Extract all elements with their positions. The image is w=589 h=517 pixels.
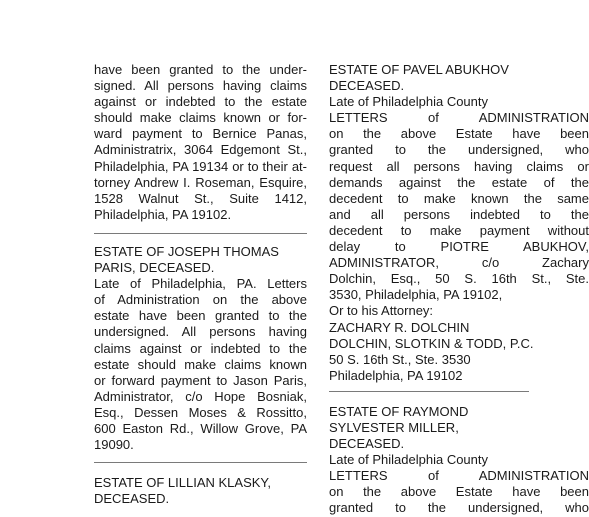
notice-body [329,452,589,516]
body-line: Late of Philadelphia County [329,452,489,468]
body-line: Dolchin, Esq., 50 S. 16th St., Ste. [329,271,589,287]
heading-line: ESTATE OF RAYMOND [329,403,469,419]
body-line: claims against or indebted to the [94,340,307,356]
divider [94,462,307,463]
body-line: LETTERS of ADMINISTRATION [329,110,589,126]
notice-body [329,94,589,384]
body-line: 50 S. 16th St., Ste. 3530 [329,351,471,367]
body-line: have been granted to the under- [94,62,307,77]
notice-panas-body [94,62,307,223]
notice-body [94,276,307,453]
body-line: Philadelphia, PA 19102. [94,206,232,222]
notice-klasky [94,475,307,507]
heading-line: ESTATE OF JOSEPH THOMAS [94,243,279,259]
heading-line: PARIS, DECEASED. [94,260,215,276]
body-line: on the above Estate have been [329,126,589,142]
notice-panas [94,62,307,223]
body-line: 600 Easton Rd., Willow Grove, PA [94,420,307,436]
left-column [94,62,307,507]
body-line: Esq., Dessen Moses & Rossitto, [94,404,307,420]
body-line: of Administration on the above [94,292,307,308]
notice-paris [94,244,307,453]
body-line: ward payment to Bernice Panas, [94,126,307,142]
body-line: Late of Philadelphia, PA. Letters [94,276,307,292]
notice-heading [94,244,307,276]
body-line: estate should make claims known [94,356,307,372]
body-line: ADMINISTRATOR, c/o Zachary [329,255,589,271]
body-line: decedent to make known the same [329,190,589,206]
body-line: ZACHARY R. DOLCHIN [329,319,470,335]
divider [329,391,529,392]
divider [94,233,307,234]
heading-line: ESTATE OF PAVEL ABUKHOV [329,62,509,77]
heading-line: SYLVESTER MILLER, [329,419,459,435]
body-line: Administrator, c/o Hope Bosniak, [94,388,307,404]
body-line: against or indebted to the estate [94,94,307,110]
body-line: granted to the undersigned, who [329,500,589,516]
body-line: estate have been granted to the [94,308,307,324]
heading-line: DECEASED. [94,491,170,507]
body-line: torney Andrew I. Roseman, Esquire, [94,174,307,190]
body-line: and all persons indebted to the [329,206,589,222]
body-line: or forward payment to Jason Paris, [94,372,307,388]
notice-heading [94,475,307,507]
heading-line: ESTATE OF LILLIAN KLASKY, [94,475,272,491]
body-line: granted to the undersigned, who [329,142,589,158]
body-line: on the above Estate have been [329,484,589,500]
body-line: 19090. [94,437,134,453]
body-line: signed. All persons having claims [94,78,307,94]
body-line: DOLCHIN, SLOTKIN & TODD, P.C. [329,335,534,351]
body-line: Philadelphia, PA 19134 or to their at- [94,158,307,174]
body-line: Or to his Attorney: [329,303,434,319]
right-column [329,62,589,517]
body-line: delay to PIOTRE ABUKHOV, [329,239,589,255]
notice-miller [329,404,589,517]
body-line: undersigned. All persons having [94,324,307,340]
body-line: Administratrix, 3064 Edgemont St., [94,142,307,158]
body-line: decedent to make payment without [329,222,589,238]
body-line: 3530, Philadelphia, PA 19102, [329,287,503,303]
heading-line: DECEASED. [329,436,405,452]
notice-heading [329,62,589,94]
body-line: should make claims known or for- [94,110,307,126]
body-line: 1528 Walnut St., Suite 1412, [94,190,307,206]
body-line: request all persons having claims or [329,158,589,174]
body-line: LETTERS of ADMINISTRATION [329,468,589,484]
body-line: Late of Philadelphia County [329,94,489,110]
body-line: demands against the estate of the [329,174,589,190]
body-line: Philadelphia, PA 19102 [329,367,463,383]
notice-heading [329,404,589,452]
notice-abukhov [329,62,589,384]
heading-line: DECEASED. [329,78,405,94]
